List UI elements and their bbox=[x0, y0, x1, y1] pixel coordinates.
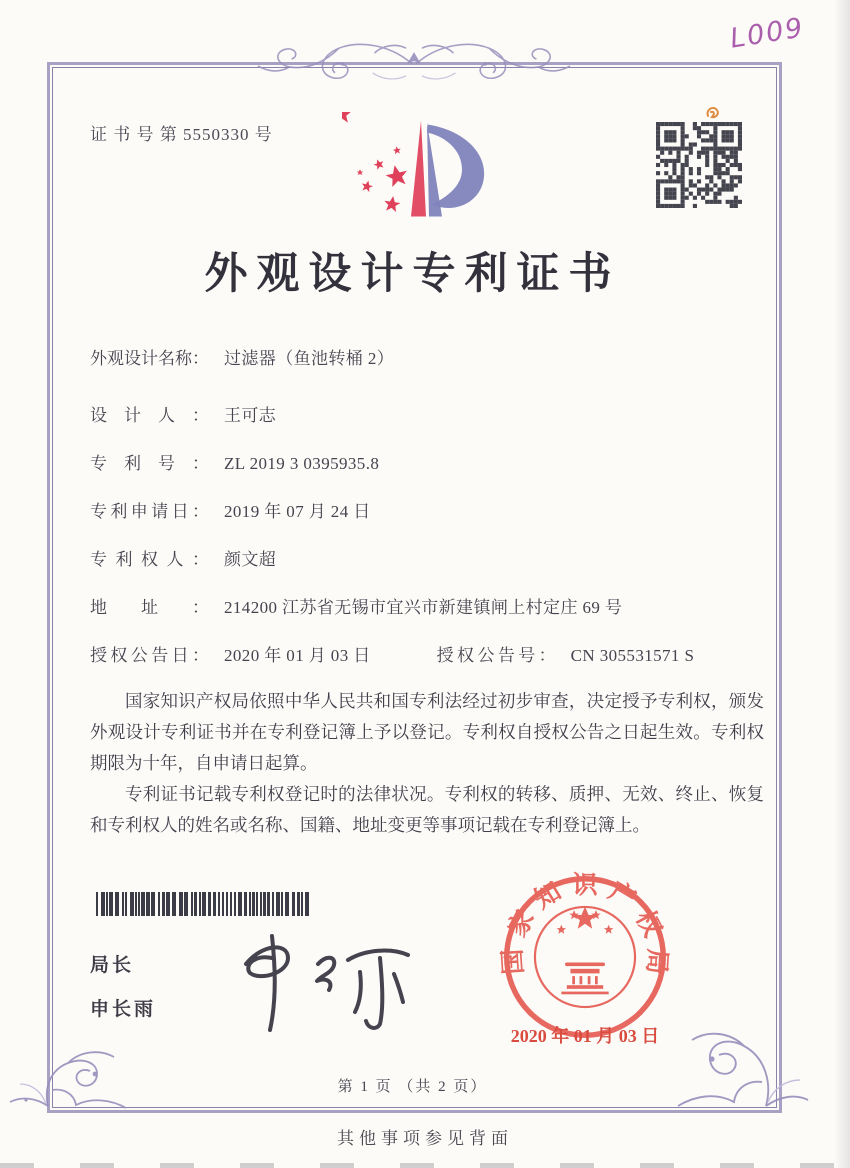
field-label: 地址： bbox=[90, 598, 209, 617]
field-patentee bbox=[90, 549, 750, 570]
scan-edge-artifact bbox=[0, 1163, 850, 1168]
field-grant-date-and-number bbox=[90, 645, 750, 666]
field-design-name bbox=[90, 348, 750, 369]
page-number-info: 第 1 页 （共 2 页） bbox=[337, 1079, 488, 1095]
field-value: 过滤器（鱼池转桶 2） bbox=[224, 349, 395, 368]
orange-scribble bbox=[704, 104, 724, 122]
field-value: 2019 年 07 月 24 日 bbox=[224, 502, 371, 521]
signer-name: 申长雨 bbox=[90, 999, 157, 1020]
field-label: 授权公告日： bbox=[90, 646, 209, 665]
signer-block bbox=[90, 950, 156, 1038]
field-address bbox=[90, 597, 750, 618]
certificate-number: 证 书 号 第 5550330 号 bbox=[90, 125, 273, 144]
signature-shen-changyu bbox=[220, 928, 425, 1036]
field-label: 外观设计名称： bbox=[90, 349, 209, 368]
field-value: 王可志 bbox=[224, 406, 277, 425]
barcode bbox=[96, 892, 312, 916]
legal-paragraph-1: 国家知识产权局依照中华人民共和国专利法经过初步审查，决定授予专利权，颁发外观设计专利证书并在专利登记簿上予以登记。专利权自授权公告之日起生效。专利权期限为十年，自申请日起算。 bbox=[90, 691, 764, 773]
signer-title: 局长 bbox=[90, 955, 135, 976]
field-value: 颜文超 bbox=[224, 550, 277, 569]
field-label: 专利权人： bbox=[90, 550, 209, 569]
field-label: 设计人： bbox=[90, 406, 209, 425]
legal-paragraph-2: 专利证书记载专利权登记时的法律状况。专利权的转移、质押、无效、终止、恢复和专利权人的姓名或名称、国籍、地址变更等事项记载在专利登记簿上。 bbox=[90, 784, 764, 835]
field-designer bbox=[90, 405, 750, 426]
bottom-right-corner-flourish-ornament bbox=[660, 1030, 810, 1118]
seal-date: 2020 年 01 月 03 日 bbox=[510, 1026, 660, 1046]
back-side-note: 其他事项参见背面 bbox=[337, 1129, 513, 1148]
qr-code bbox=[656, 122, 742, 208]
handwritten-note: L009 bbox=[728, 12, 807, 55]
field-patent-number bbox=[90, 453, 750, 474]
field-label: 专利申请日： bbox=[90, 502, 209, 521]
scan-edge-shadow bbox=[834, 0, 850, 1168]
seal-text: 国家知识产权局 bbox=[497, 870, 673, 976]
field-value: 2020 年 01 月 03 日 bbox=[224, 646, 371, 665]
field-value-grant-number: CN 305531571 S bbox=[570, 646, 695, 665]
field-value: ZL 2019 3 0395935.8 bbox=[224, 454, 380, 473]
cnipa-round-seal bbox=[494, 866, 676, 1048]
certificate-fields bbox=[90, 348, 750, 693]
certificate-title: 外观设计专利证书 bbox=[204, 251, 621, 298]
field-filing-date bbox=[90, 501, 750, 522]
field-value: 214200 江苏省无锡市宜兴市新建镇闸上村定庄 69 号 bbox=[224, 598, 623, 617]
legal-text-block bbox=[90, 686, 764, 841]
top-center-flourish-ornament bbox=[256, 40, 572, 86]
field-label-grant-number: 授权公告号： bbox=[436, 646, 556, 665]
field-label: 专利号： bbox=[90, 454, 209, 473]
cnipa-logo-icon bbox=[342, 112, 492, 227]
